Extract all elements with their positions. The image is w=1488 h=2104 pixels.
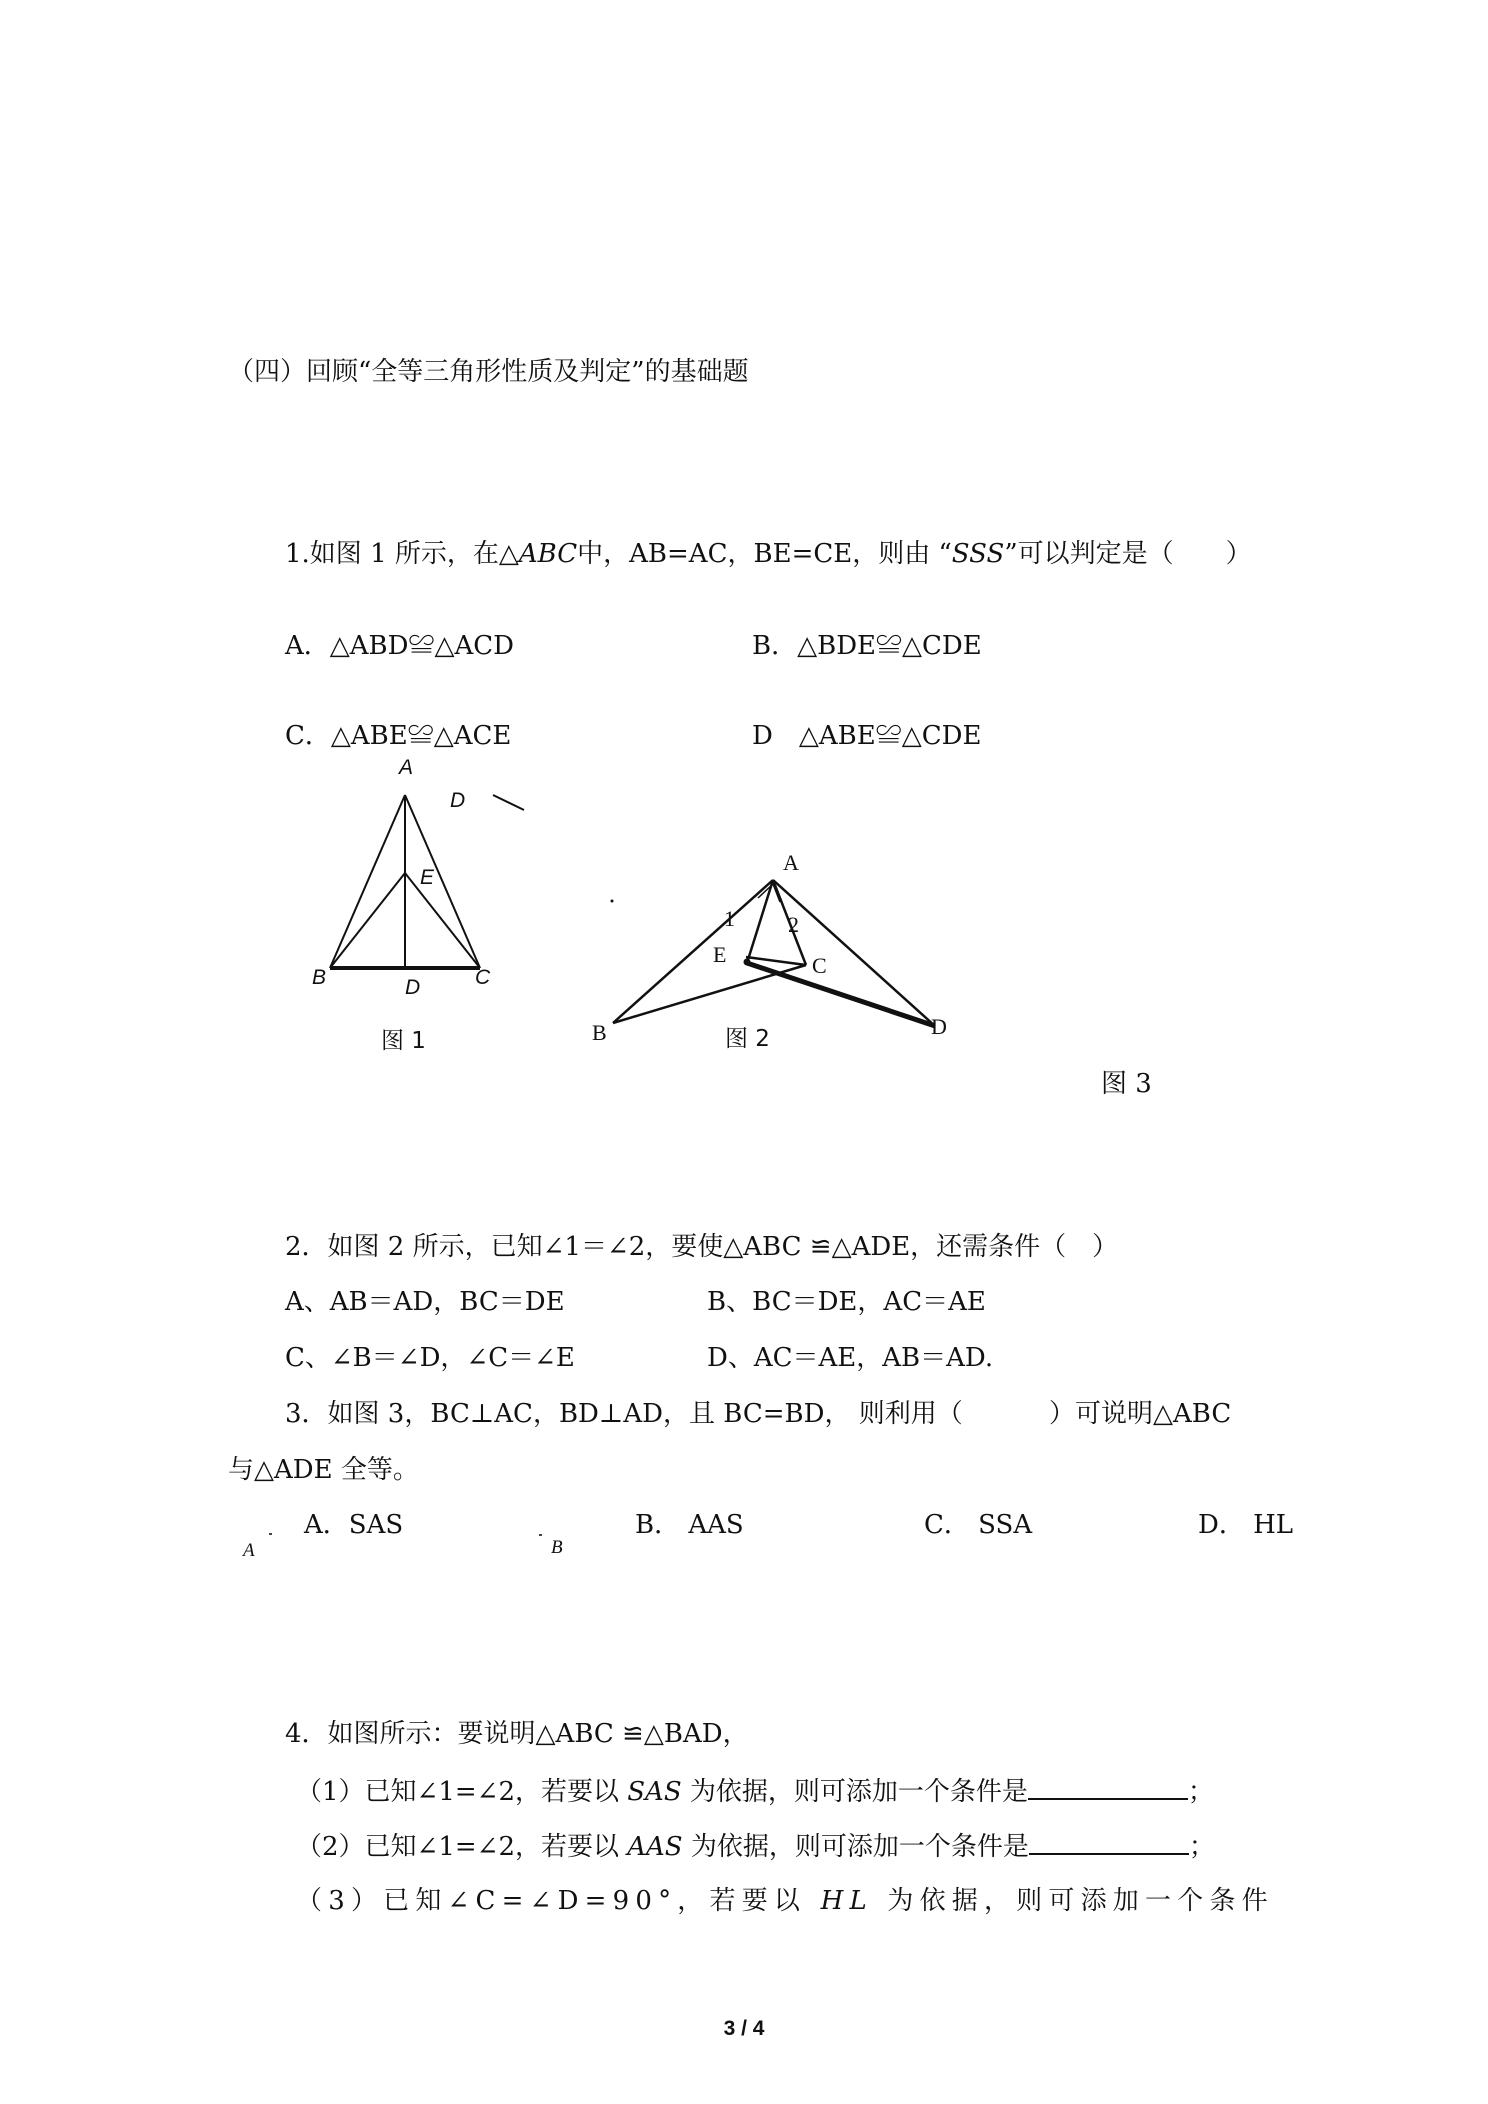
question-3-option-d: D． HL <box>1198 1510 1294 1540</box>
stray-tick-b <box>539 1534 542 1536</box>
figure-2-label-2: 2 <box>788 912 799 937</box>
question-3-option-a: A．SAS <box>304 1510 404 1540</box>
stray-dash <box>493 795 524 810</box>
question-1-option-b: B．△BDE≌△CDE <box>752 631 982 661</box>
question-3-option-c: C． SSA <box>924 1510 1033 1540</box>
question-3-line-1: 3．如图 3，BC⊥AC，BD⊥AD，且 BC=BD， 则利用（ ）可说明△ABC <box>285 1399 1232 1429</box>
question-2-option-a: A、AB＝AD，BC＝DE <box>285 1287 565 1317</box>
question-1-option-c: C．△ABE≌△ACE <box>285 721 512 751</box>
figure-2-label-b: B <box>592 1020 607 1045</box>
question-3-line-2: 与△ADE 全等。 <box>228 1455 419 1485</box>
figure-3-caption: 图 3 <box>1101 1069 1152 1099</box>
question-1-option-a: A．△ABD≌△ACD <box>285 631 515 661</box>
question-2-stem: 2．如图 2 所示，已知∠1＝∠2，要使△ABC ≌△ADE，还需条件（ ） <box>285 1232 1119 1262</box>
figure-1-label-c: C <box>475 966 491 989</box>
figure-1-label-d: D <box>405 976 421 999</box>
question-1-option-d: D △ABE≌△CDE <box>752 721 982 751</box>
stray-label-b: B <box>551 1537 563 1558</box>
figure-2-label-e: E <box>713 942 727 967</box>
figure-2-label-c: C <box>812 953 827 978</box>
figure-2-label-d: D <box>931 1014 947 1039</box>
question-1-stem: 1.如图 1 所示，在△ABC中，AB=AC，BE=CE，则由 “SSS”可以判定是（ ） <box>285 539 1252 569</box>
stray-dot <box>611 900 614 903</box>
question-2-option-b: B、BC＝DE，AC＝AE <box>707 1287 986 1317</box>
page-number: 3 / 4 <box>723 2017 765 2040</box>
stray-label-a: A <box>243 1540 255 1561</box>
figure-1-label-e: E <box>420 866 435 889</box>
figure-1-label-b: B <box>312 966 327 989</box>
sas-label: SAS <box>627 1777 682 1807</box>
figure-2-label-1: 1 <box>724 906 735 931</box>
section-title: （四）回顾“全等三角形性质及判定”的基础题 <box>228 357 749 387</box>
answer-blank-2[interactable] <box>1029 1829 1189 1855</box>
aas-label: AAS <box>627 1832 683 1862</box>
triangle-abc-label: ABC <box>518 539 578 569</box>
question-2-option-c: C、∠B＝∠D，∠C＝∠E <box>285 1343 575 1373</box>
figure-2-triangles <box>613 880 935 1026</box>
figure-2-caption: 图 2 <box>725 1026 770 1052</box>
figure-1-caption: 图 1 <box>381 1028 426 1054</box>
stray-label-d: D <box>450 789 466 812</box>
answer-blank-1[interactable] <box>1028 1774 1188 1800</box>
question-4-stem: 4．如图所示：要说明△ABC ≌△BAD， <box>285 1719 749 1749</box>
stray-tick-a <box>269 1533 272 1535</box>
figure-1-triangle <box>330 795 480 968</box>
question-3-option-b: B． AAS <box>635 1510 744 1540</box>
figure-2-label-a: A <box>783 850 799 875</box>
question-4-part-3: （3）已知∠C=∠D=90°，若要以 HL 为依据，则可添加一个条件 <box>296 1886 1274 1916</box>
question-2-option-d: D、AC＝AE，AB＝AD. <box>707 1343 994 1373</box>
sss-label: SSS <box>951 539 1005 569</box>
question-4-part-1: （1）已知∠1=∠2，若要以 SAS 为依据，则可添加一个条件是 ； <box>296 1774 1214 1808</box>
question-4-part-2: （2）已知∠1=∠2，若要以 AAS 为依据，则可添加一个条件是 ； <box>296 1829 1215 1863</box>
figure-2-point-e <box>744 959 751 966</box>
figure-1-label-a: A <box>399 756 414 779</box>
hl-label: HL <box>820 1886 873 1916</box>
